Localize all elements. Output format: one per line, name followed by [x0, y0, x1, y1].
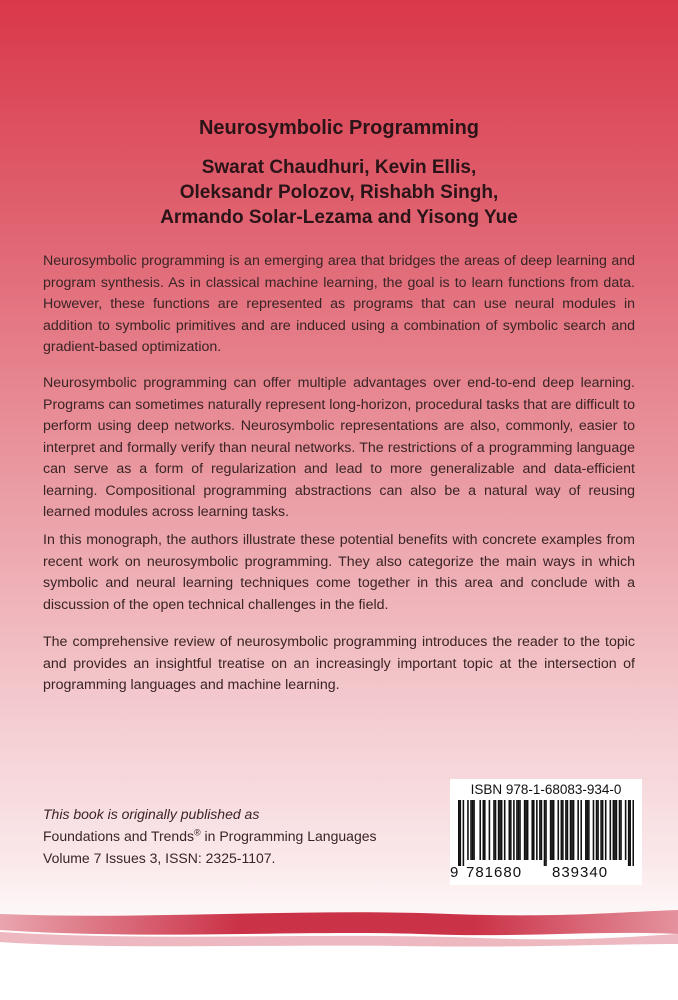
- barcode-bar: [519, 800, 521, 860]
- book-title: Neurosymbolic Programming: [198, 117, 480, 139]
- barcode-bar: [533, 800, 535, 860]
- author-line: Swarat Chaudhuri, Kevin Ellis,: [201, 157, 477, 178]
- barcode-bar: [499, 800, 501, 860]
- barcode-bar: [588, 800, 590, 860]
- author-line: Oleksandr Polozov, Rishabh Singh,: [179, 182, 499, 203]
- barcode-bar: [525, 800, 527, 860]
- barcode-bar: [495, 800, 497, 860]
- barcode-bar: [587, 800, 589, 860]
- paragraph-text: The comprehensive review of neurosymbolic programming introduces the reader to the topic and provides an insightful treatise on an increasingly important topic at the intersection of programming languages and machine learning.: [43, 634, 635, 693]
- barcode-bar: [482, 800, 484, 860]
- barcode-bar: [541, 800, 543, 860]
- barcode-bar: [614, 800, 616, 860]
- paragraph-text: Neurosymbolic programming is an emerging area that bridges the areas of deep learning and program synthesis. As in classical machine learning, the goal is to learn functions from data. However, these functions are represented as programs that can use neural modules in addition to symbolic primitives and are induced using a combination of symbolic search and gradient-based optimization.: [43, 253, 635, 355]
- barcode-bar: [596, 800, 598, 860]
- barcode-bar: [539, 800, 541, 860]
- barcode-bar: [545, 800, 547, 866]
- barcode-bar: [610, 800, 612, 860]
- series-name: Foundations and Trends: [43, 828, 194, 844]
- barcode-bar: [577, 800, 579, 860]
- barcode-bar: [493, 800, 495, 860]
- barcode-bar: [632, 800, 634, 866]
- barcode-bar: [616, 800, 618, 860]
- barcode-bar: [580, 800, 582, 860]
- barcode-bar: [489, 800, 491, 860]
- decorative-swoosh: [0, 900, 678, 960]
- barcode-bar: [531, 800, 533, 860]
- barcode-bar: [567, 800, 569, 860]
- barcode-bar: [470, 800, 472, 860]
- publication-line: [43, 825, 443, 847]
- barcode-bar: [602, 800, 604, 860]
- barcode-bar: [553, 800, 555, 860]
- barcode-bar: [585, 800, 587, 860]
- barcode-bar: [527, 800, 529, 860]
- isbn-barcode: [450, 779, 642, 885]
- barcode-digits-left: 781680: [466, 864, 523, 881]
- barcode-digits-right: 839340: [552, 864, 609, 881]
- barcode-bar: [571, 800, 573, 860]
- barcode-bar: [629, 800, 631, 866]
- barcode-bar: [498, 800, 500, 860]
- barcode-bar: [620, 800, 622, 860]
- barcode-bar: [518, 800, 520, 860]
- barcode-bar: [536, 800, 538, 860]
- publication-line: Volume 7 Issues 3, ISSN: 2325-1107.: [43, 850, 276, 866]
- barcode-bar: [463, 800, 465, 866]
- barcode-bar: [524, 800, 526, 860]
- author-list: [0, 155, 678, 230]
- description-paragraph: [43, 632, 635, 697]
- barcode-bar: [460, 800, 462, 866]
- registered-mark: ®: [194, 827, 201, 838]
- barcode-bar: [593, 800, 595, 860]
- isbn-label: ISBN 978-1-68083-934-0: [470, 782, 622, 797]
- barcode-bar: [504, 800, 506, 860]
- barcode-bar: [570, 800, 572, 860]
- barcode-bar: [613, 800, 615, 860]
- description-paragraph: [43, 251, 635, 359]
- description-paragraph: [43, 373, 635, 524]
- barcode-bar: [600, 800, 602, 860]
- barcode-bar: [565, 800, 567, 860]
- barcode-bars: [458, 800, 634, 866]
- publication-line: This book is originally published as: [43, 806, 260, 822]
- barcode-bar: [473, 800, 475, 860]
- series-field: in Programming Languages: [200, 828, 377, 844]
- author-line: Armando Solar-Lezama and Yisong Yue: [160, 207, 518, 228]
- barcode-bar: [557, 800, 559, 860]
- publication-note: [43, 803, 443, 869]
- barcode-bar: [479, 800, 481, 860]
- barcode-bar: [458, 800, 460, 866]
- barcode-bar: [484, 800, 486, 860]
- barcode-bar: [550, 800, 552, 860]
- barcode-bar: [573, 800, 575, 860]
- barcode-bar: [561, 800, 563, 860]
- barcode-bar: [509, 800, 511, 860]
- barcode-bar: [516, 800, 518, 860]
- barcode-bar: [625, 800, 627, 860]
- barcode-bar: [628, 800, 630, 866]
- paragraph-text: Neurosymbolic programming can offer multiple advantages over end-to-end deep learning. Programs can sometimes naturally represent long-horizon, procedural tasks that are difficult to perform using deep networks. Neurosymbolic representations are also, commonly, easier to interpret and formally verify than neural networks. The restrictions of a programming language can serve as a form of regularization and lead to more generalizable and data-efficient learning. Compositional programming abstractions can also be a natural way of reusing learned modules across learning tasks.: [43, 375, 635, 520]
- barcode-bar: [597, 800, 599, 860]
- barcode-bar: [551, 800, 553, 860]
- paragraph-text: In this monograph, the authors illustrate these potential benefits with concrete examples from recent work on neurosymbolic programming. They also categorize the main ways in which symbolic and neural learning techniques come together in this area and conclude with a discussion of the open technical challenges in the field.: [43, 532, 635, 613]
- description-paragraph: [43, 530, 635, 616]
- barcode-bar: [472, 800, 474, 860]
- barcode-bar: [501, 800, 503, 860]
- barcode-bar: [510, 800, 512, 860]
- barcode-bar: [467, 800, 469, 860]
- barcode-bar: [513, 800, 515, 860]
- barcode-bar: [619, 800, 621, 860]
- barcode-digit-lead: 9: [450, 864, 459, 881]
- barcode-bar: [562, 800, 564, 860]
- barcode-bar: [605, 800, 607, 860]
- barcode-bar: [544, 800, 546, 866]
